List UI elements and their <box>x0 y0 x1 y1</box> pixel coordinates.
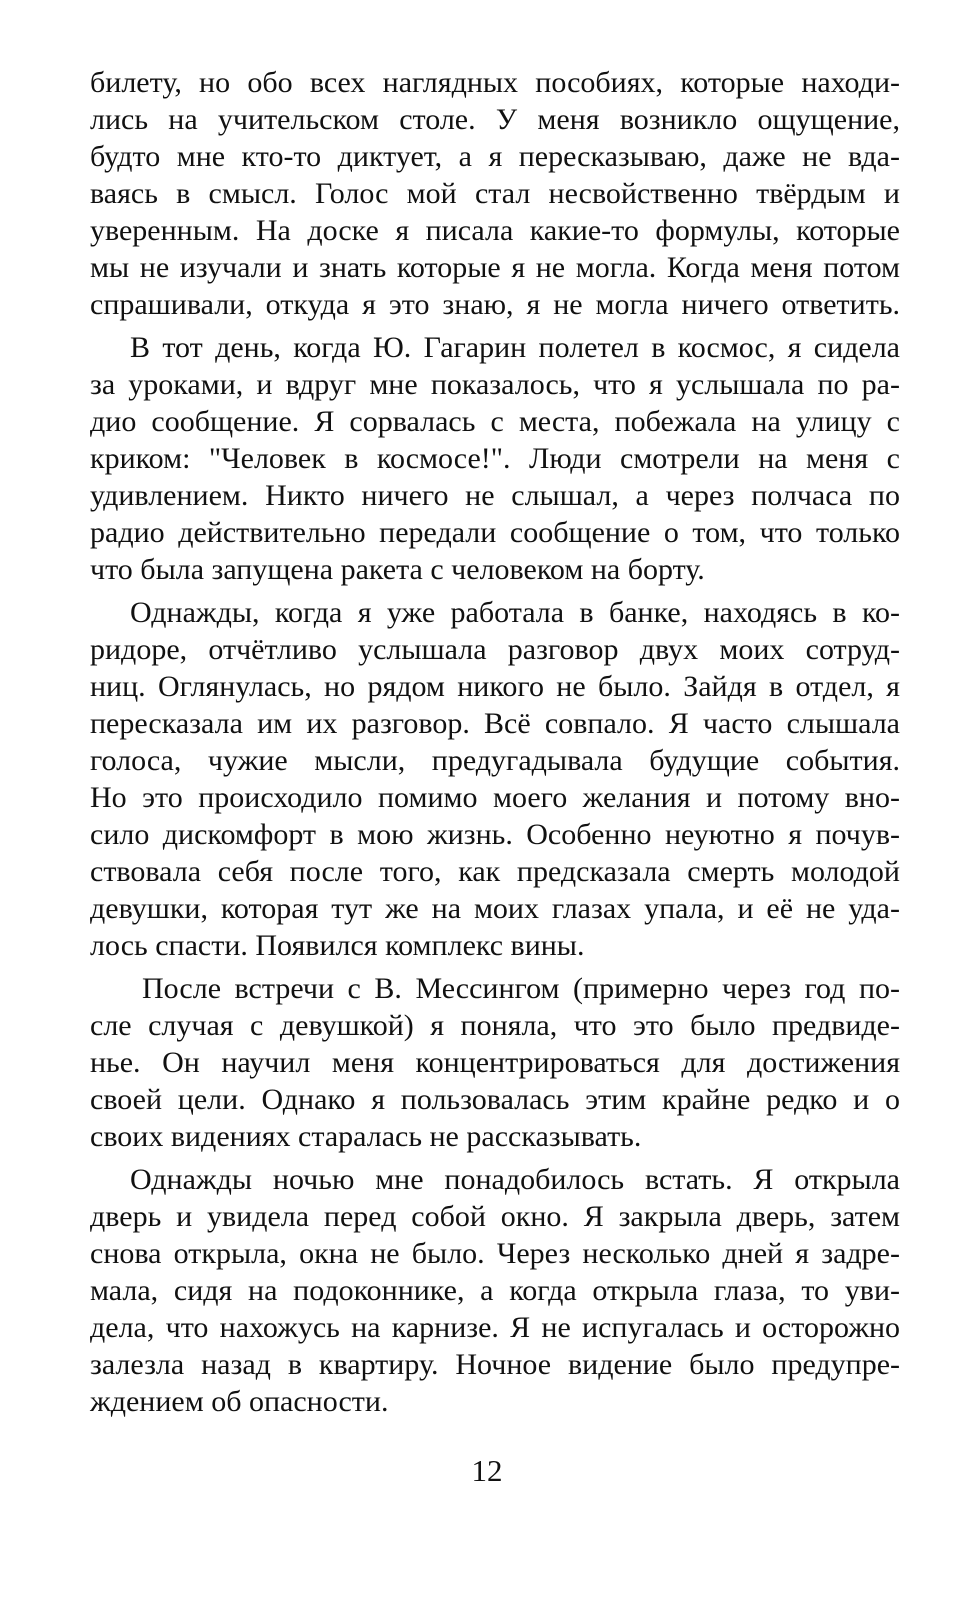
text-line: что была запущена ракета с человеком на борту. <box>90 553 705 586</box>
paragraph-5 <box>90 1161 900 1420</box>
text-line: мала, сидя на подоконнике, а когда открыла глаза, то уви- <box>90 1274 900 1307</box>
text-line: нье. Он научил меня концентрироваться для достижения <box>90 1046 900 1079</box>
paragraph-1 <box>90 64 900 323</box>
text-line: сило дискомфорт в мою жизнь. Особенно неуютно я почув- <box>90 818 900 851</box>
text-line: залезла назад в квартиру. Ночное видение было предупре- <box>90 1348 900 1381</box>
text-line: голоса, чужие мысли, предугадывала будущие события. <box>90 744 900 777</box>
text-line: После встречи с В. Мессингом (примерно через год по- <box>142 972 900 1005</box>
text-line: ваясь в смысл. Голос мой стал несвойственно твёрдым и <box>90 177 900 210</box>
text-line: уверенным. На доске я писала какие-то формулы, которые <box>90 214 900 247</box>
text-line: лось спасти. Появился комплекс вины. <box>90 929 585 962</box>
paragraph-3 <box>90 594 900 964</box>
paragraph-2 <box>90 329 900 588</box>
text-line: дела, что нахожусь на карнизе. Я не испугалась и осторожно <box>90 1311 900 1344</box>
text-line: девушки, которая тут же на моих глазах упала, и её не уда- <box>90 892 900 925</box>
text-line: ждением об опасности. <box>90 1385 389 1418</box>
text-line: криком: "Человек в космосе!". Люди смотрели на меня с <box>90 442 900 475</box>
text-line: дверь и увидела перед собой окно. Я закрыла дверь, затем <box>90 1200 900 1233</box>
text-line: Однажды, когда я уже работала в банке, находясь в ко- <box>130 596 900 629</box>
text-line: мы не изучали и знать которые я не могла. Когда меня потом <box>90 251 900 284</box>
text-line: пересказала им их разговор. Всё совпало. Я часто слышала <box>90 707 900 740</box>
text-line: за уроками, и вдруг мне показалось, что я услышала по ра- <box>90 368 900 401</box>
text-line: радио действительно передали сообщение о том, что только <box>90 516 900 549</box>
text-line: своей цели. Однако я пользовалась этим крайне редко и о <box>90 1083 900 1116</box>
text-line: своих видениях старалась не рассказывать. <box>90 1120 642 1153</box>
text-line: удивлением. Никто ничего не слышал, а через полчаса по <box>90 479 900 512</box>
text-line: сле случая с девушкой) я поняла, что это было предвиде- <box>90 1009 900 1042</box>
text-line: В тот день, когда Ю. Гагарин полетел в космос, я сидела <box>130 331 900 364</box>
text-line: ридоре, отчётливо услышала разговор двух моих сотруд- <box>90 633 900 666</box>
text-line: ниц. Оглянулась, но рядом никого не было. Зайдя в отдел, я <box>90 670 900 703</box>
text-line: будто мне кто-то диктует, а я пересказываю, даже не вда- <box>90 140 900 173</box>
paragraph-4 <box>90 970 900 1155</box>
text-line: лись на учительском столе. У меня возникло ощущение, <box>90 103 900 136</box>
text-line: снова открыла, окна не было. Через несколько дней я задре- <box>90 1237 900 1270</box>
page-number: 12 <box>471 1453 503 1488</box>
text-line: Но это происходило помимо моего желания и потому вно- <box>90 781 900 814</box>
text-line: дио сообщение. Я сорвалась с места, побежала на улицу с <box>90 405 900 438</box>
text-line: ствовала себя после того, как предсказала смерть молодой <box>90 855 900 888</box>
text-line: спрашивали, откуда я это знаю, я не могла ничего ответить. <box>90 288 900 321</box>
page-body <box>90 64 900 1420</box>
text-line: билету, но обо всех наглядных пособиях, которые находи- <box>90 66 900 99</box>
text-line: Однажды ночью мне понадобилось встать. Я открыла <box>130 1163 900 1196</box>
